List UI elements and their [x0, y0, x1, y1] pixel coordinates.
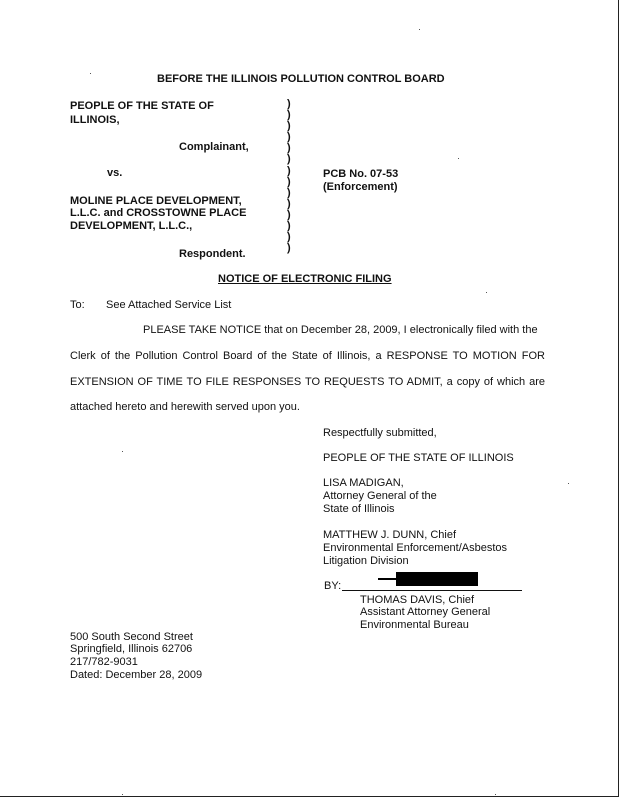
plaintiff-name-line1: PEOPLE OF THE STATE OF — [70, 100, 214, 112]
signer-name: THOMAS DAVIS, Chief — [360, 594, 475, 606]
notice-heading: NOTICE OF ELECTRONIC FILING — [218, 273, 392, 285]
caption-paren: ) — [287, 131, 291, 144]
signer-title2: Environmental Bureau — [360, 619, 469, 631]
scan-speck — [458, 158, 459, 159]
board-title: BEFORE THE ILLINOIS POLLUTION CONTROL BOARD — [157, 73, 445, 85]
caption-paren: ) — [287, 120, 291, 133]
address-city: Springfield, Illinois 62706 — [70, 643, 193, 655]
notice-body-line3: EXTENSION OF TIME TO FILE RESPONSES TO REQUESTS TO ADMIT, a copy of which are — [70, 376, 545, 388]
scan-speck — [419, 29, 420, 30]
caption-paren: ) — [287, 208, 291, 221]
caption-paren: ) — [287, 98, 291, 110]
address-phone: 217/782-9031 — [70, 656, 138, 668]
notice-body-line1: PLEASE TAKE NOTICE that on December 28, 2009, I electronically filed with the — [143, 324, 538, 336]
to-label: To: — [70, 299, 85, 311]
by-label: BY: — [324, 580, 342, 592]
party-name: PEOPLE OF THE STATE OF ILLINOIS — [323, 452, 514, 464]
division-chief-title1: Environmental Enforcement/Asbestos — [323, 542, 508, 554]
address-street: 500 South Second Street — [70, 631, 193, 643]
closing: Respectfully submitted, — [323, 427, 437, 439]
division-chief-name: MATTHEW J. DUNN, Chief — [323, 529, 457, 541]
complainant-label: Complainant, — [179, 141, 249, 153]
caption-paren: ) — [287, 175, 291, 188]
page-border-bottom — [0, 796, 619, 797]
attorney-general-title2: State of Illinois — [323, 503, 395, 515]
case-number: PCB No. 07-53 — [323, 168, 399, 180]
scan-speck — [122, 794, 123, 795]
caption-parenthesis-column — [287, 99, 291, 254]
scan-speck — [122, 451, 123, 452]
plaintiff-name-line2: ILLINOIS, — [70, 114, 120, 126]
caption-paren: ) — [287, 164, 291, 177]
case-type: (Enforcement) — [323, 181, 398, 193]
date-line: Dated: December 28, 2009 — [70, 669, 203, 681]
scan-speck — [486, 292, 487, 293]
caption-paren: ) — [287, 197, 291, 210]
caption-paren: ) — [287, 186, 291, 199]
caption-paren: ) — [287, 153, 291, 166]
defendant-name-line1: MOLINE PLACE DEVELOPMENT, — [70, 195, 242, 207]
respondent-label: Respondent. — [179, 248, 246, 260]
division-chief-title2: Litigation Division — [323, 555, 409, 567]
scan-speck — [90, 73, 91, 74]
defendant-name-line2: L.L.C. and CROSSTOWNE PLACE — [70, 207, 247, 219]
caption-paren: ) — [287, 142, 291, 155]
notice-body-line2: Clerk of the Pollution Control Board of the State of Illinois, a RESPONSE TO MOTION FOR — [70, 350, 545, 362]
caption-paren: ) — [287, 109, 291, 122]
notice-body-line4: attached hereto and herewith served upon you. — [70, 401, 300, 413]
versus-label: vs. — [107, 167, 123, 179]
attorney-general-name: LISA MADIGAN, — [323, 477, 404, 489]
signature-mark — [378, 578, 398, 580]
scan-speck — [568, 483, 569, 484]
attorney-general-title1: Attorney General of the — [323, 490, 437, 502]
to-recipient: See Attached Service List — [106, 299, 232, 311]
redacted-signature — [396, 572, 478, 586]
signer-title1: Assistant Attorney General — [360, 606, 491, 618]
caption-paren: ) — [287, 220, 291, 233]
scan-speck — [495, 794, 496, 795]
caption-paren: ) — [287, 231, 291, 244]
page-border-right — [618, 0, 619, 797]
caption-paren: ) — [287, 242, 291, 255]
defendant-name-line3: DEVELOPMENT, L.L.C., — [70, 220, 193, 232]
signature-line — [342, 590, 522, 591]
